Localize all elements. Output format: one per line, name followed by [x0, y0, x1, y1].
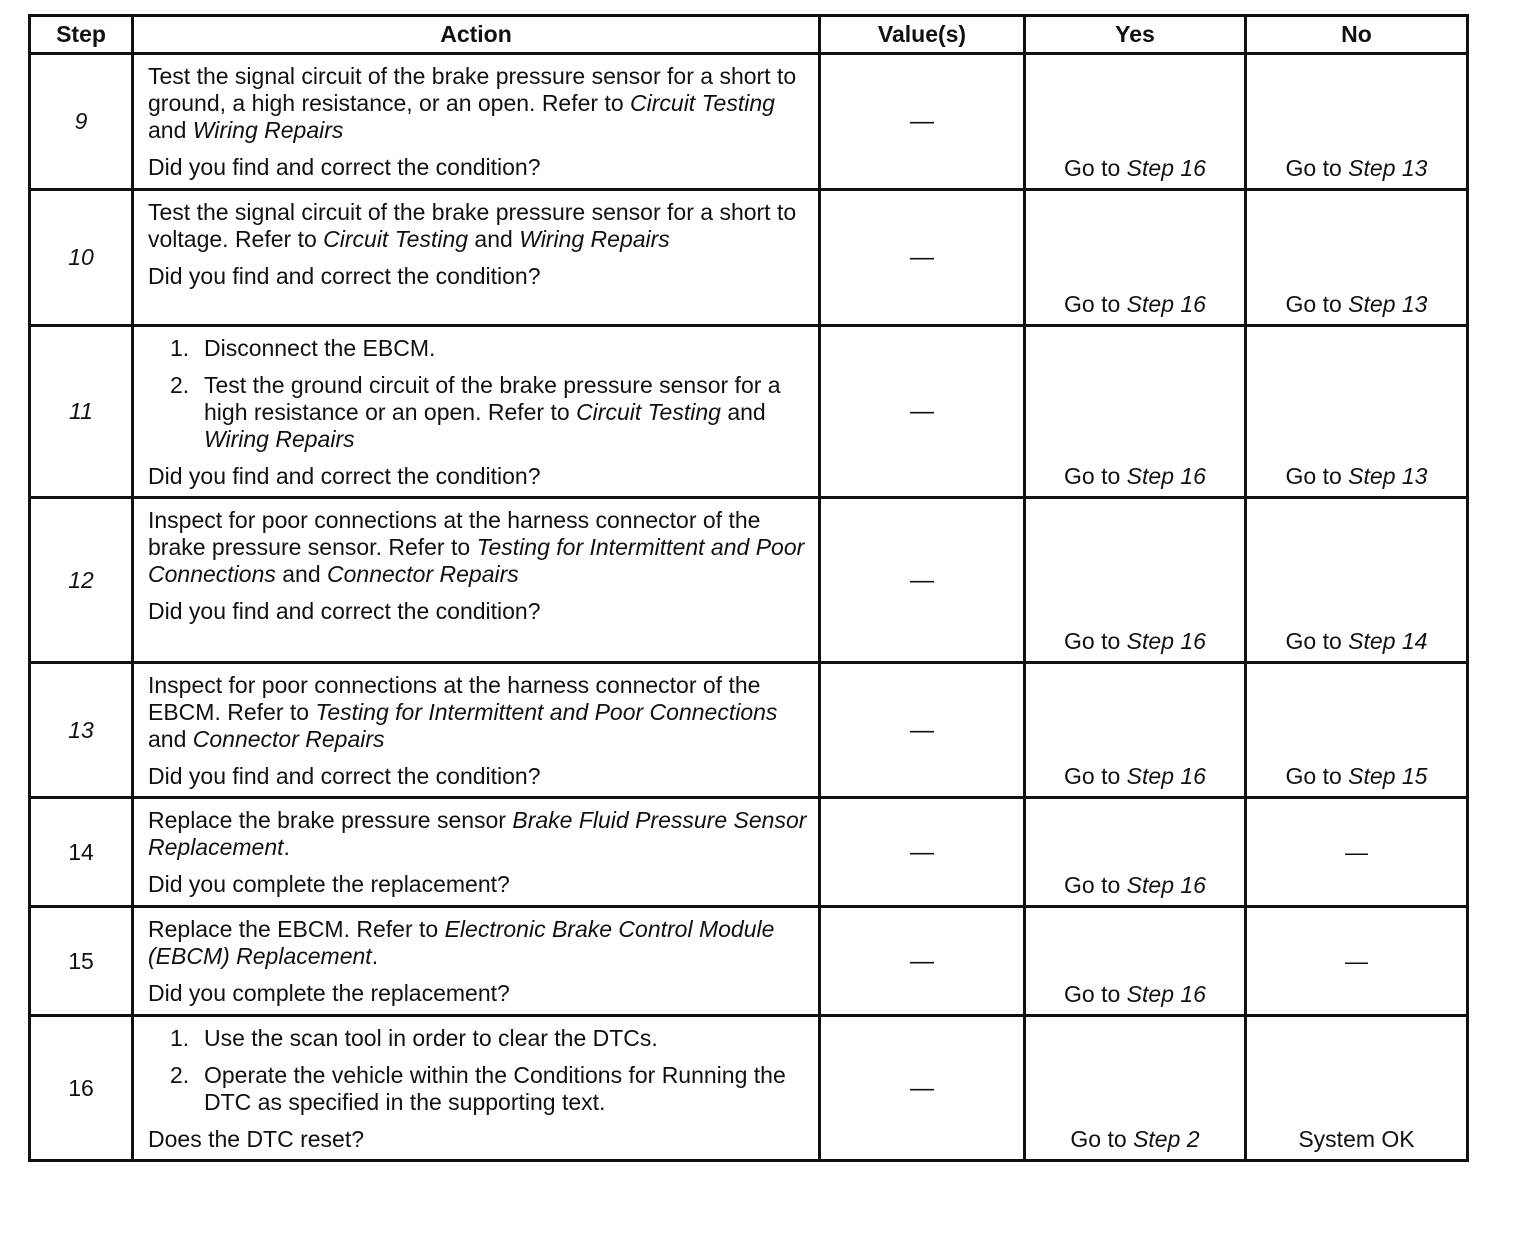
action-question: Did you complete the replacement?: [148, 871, 510, 897]
action-instruction: [148, 63, 808, 144]
no-step-link: Step 13: [1348, 463, 1428, 489]
value-cell: —: [820, 663, 1025, 798]
value-cell: —: [820, 907, 1025, 1016]
action-cell: [133, 907, 820, 1016]
diagnostic-table: [28, 14, 1469, 1162]
action-cell: [133, 663, 820, 798]
yes-step-link: Step 16: [1126, 291, 1206, 317]
action-text: and: [275, 561, 328, 587]
action-content: [134, 191, 818, 324]
action-reference: Circuit Testing: [576, 399, 721, 425]
list-number: 2.: [170, 372, 190, 398]
action-reference: Testing for Intermittent and Poor Connections: [315, 699, 778, 725]
action-question: Did you find and correct the condition?: [148, 598, 541, 624]
action-reference: Connector Repairs: [327, 561, 519, 587]
table-row: [30, 498, 1468, 663]
action-question: Did you find and correct the condition?: [148, 763, 541, 789]
no-goto-prefix: Go to: [1285, 763, 1349, 789]
action-text: Test the signal circuit of the brake pressure sensor for a short to voltage. Refer to: [148, 199, 797, 252]
action-text: Inspect for poor connections at the harness connector of the EBCM. Refer to: [148, 672, 761, 725]
action-text: and: [720, 399, 766, 425]
action-reference: Testing for Intermittent and Poor Connections: [148, 534, 805, 587]
action-reference: Brake Fluid Pressure Sensor Replacement: [148, 807, 807, 860]
step-number: 11: [30, 326, 133, 498]
value-cell: —: [820, 498, 1025, 663]
yes-cell: [1025, 907, 1246, 1016]
yes-step-link: Step 16: [1126, 628, 1206, 654]
step-number: 14: [30, 798, 133, 907]
yes-goto-prefix: Go to: [1064, 155, 1127, 181]
action-list-item: [148, 1062, 808, 1116]
yes-goto-prefix: Go to: [1064, 291, 1127, 317]
action-instruction: [148, 507, 808, 588]
table-row: [30, 326, 1468, 498]
yes-cell: [1025, 1016, 1246, 1161]
no-step-link: Step 15: [1348, 763, 1428, 789]
action-question: Did you complete the replacement?: [148, 980, 510, 1006]
list-number: 1.: [170, 1025, 190, 1051]
no-goto-prefix: Go to: [1285, 463, 1349, 489]
no-cell: [1246, 663, 1468, 798]
yes-goto-prefix: Go to: [1064, 628, 1127, 654]
action-text: and: [148, 117, 193, 143]
list-number: 2.: [170, 1062, 190, 1088]
no-step-link: Step 14: [1348, 628, 1428, 654]
action-cell: [133, 798, 820, 907]
action-reference: Circuit Testing: [323, 226, 469, 252]
yes-step-link: Step 16: [1126, 981, 1206, 1007]
table-row: [30, 798, 1468, 907]
header-row: [30, 16, 1468, 54]
action-cell: [133, 498, 820, 663]
action-text: .: [283, 834, 290, 860]
no-cell: [1246, 326, 1468, 498]
action-question: Did you find and correct the condition?: [148, 154, 541, 180]
action-list-item: [148, 1025, 808, 1052]
table-row: [30, 190, 1468, 326]
action-question: Did you find and correct the condition?: [148, 263, 541, 289]
action-text: Test the signal circuit of the brake pressure sensor for a short to ground, a high resistance, or an open. Refer to: [148, 63, 797, 116]
action-reference: Wiring Repairs: [192, 117, 344, 143]
action-cell: [133, 190, 820, 326]
table-row: [30, 663, 1468, 798]
no-step-link: Step 13: [1348, 291, 1428, 317]
action-reference: Wiring Repairs: [519, 226, 670, 252]
value-cell: —: [820, 798, 1025, 907]
no-cell: [1246, 54, 1468, 190]
action-text: Inspect for poor connections at the harness connector of the brake pressure sensor. Refer to: [148, 507, 761, 560]
no-cell: [1246, 798, 1468, 907]
yes-step-link: Step 16: [1126, 872, 1206, 898]
action-text: Use the scan tool in order to clear the DTCs.: [204, 1025, 658, 1051]
action-text: Operate the vehicle within the Conditions for Running the DTC as specified in the supporting text.: [204, 1062, 786, 1115]
value-cell: —: [820, 326, 1025, 498]
action-content: [134, 55, 818, 188]
yes-goto-prefix: Go to: [1064, 763, 1127, 789]
yes-cell: [1025, 498, 1246, 663]
header-step: Step: [30, 16, 133, 54]
step-number: 12: [30, 498, 133, 663]
no-cell: [1246, 190, 1468, 326]
action-content: [134, 664, 818, 796]
action-cell: [133, 1016, 820, 1161]
action-text: Replace the EBCM. Refer to: [148, 916, 445, 942]
diagnostic-table-container: [28, 14, 1466, 1162]
no-goto-prefix: Go to: [1285, 155, 1349, 181]
action-cell: [133, 326, 820, 498]
yes-step-link: Step 16: [1126, 155, 1206, 181]
yes-cell: [1025, 190, 1246, 326]
action-reference: Wiring Repairs: [204, 426, 355, 452]
no-step-link: Step 13: [1348, 155, 1428, 181]
no-cell: [1246, 498, 1468, 663]
step-number: 13: [30, 663, 133, 798]
action-content: [134, 799, 818, 905]
no-goto-prefix: Go to: [1285, 628, 1349, 654]
yes-cell: [1025, 326, 1246, 498]
no-goto-prefix: Go to: [1285, 291, 1349, 317]
action-instruction: [148, 672, 808, 753]
action-text: Disconnect the EBCM.: [204, 335, 436, 361]
yes-step-link: Step 16: [1126, 463, 1206, 489]
yes-step-link: Step 16: [1126, 763, 1206, 789]
action-text: .: [371, 943, 379, 969]
action-text: and: [148, 726, 193, 752]
yes-goto-prefix: Go to: [1070, 1126, 1134, 1152]
action-cell: [133, 54, 820, 190]
action-instruction: [148, 199, 808, 253]
yes-step-link: Step 2: [1133, 1126, 1200, 1152]
yes-goto-prefix: Go to: [1064, 981, 1127, 1007]
action-list-item: [148, 335, 808, 362]
no-result: System OK: [1298, 1126, 1415, 1152]
action-instruction: [148, 916, 808, 970]
action-steps-list: [148, 335, 808, 453]
action-content: [134, 499, 818, 661]
step-number: 10: [30, 190, 133, 326]
value-cell: —: [820, 190, 1025, 326]
action-reference: Connector Repairs: [192, 726, 385, 752]
header-action: Action: [133, 16, 820, 54]
table-row: [30, 54, 1468, 190]
step-number: 15: [30, 907, 133, 1016]
yes-cell: [1025, 663, 1246, 798]
step-number: 16: [30, 1016, 133, 1161]
action-list-item: [148, 372, 808, 453]
table-row: [30, 907, 1468, 1016]
action-content: [134, 1017, 818, 1159]
value-cell: —: [820, 54, 1025, 190]
action-steps-list: [148, 1025, 808, 1116]
no-cell: [1246, 907, 1468, 1016]
list-number: 1.: [170, 335, 190, 361]
action-content: [134, 327, 818, 496]
no-result: —: [1345, 947, 1368, 974]
yes-cell: [1025, 54, 1246, 190]
header-no: No: [1246, 16, 1468, 54]
action-text: Replace the brake pressure sensor: [148, 807, 513, 833]
table-row: [30, 1016, 1468, 1161]
yes-goto-prefix: Go to: [1064, 872, 1127, 898]
action-question: Did you find and correct the condition?: [148, 463, 541, 489]
value-cell: —: [820, 1016, 1025, 1161]
action-text: and: [468, 226, 520, 252]
no-result: —: [1345, 838, 1368, 865]
action-content: [134, 908, 818, 1014]
action-text: Test the ground circuit of the brake pressure sensor for a high resistance or an open. Refer to: [204, 372, 781, 425]
header-yes: Yes: [1025, 16, 1246, 54]
yes-cell: [1025, 798, 1246, 907]
step-number: 9: [30, 54, 133, 190]
action-reference: Circuit Testing: [630, 90, 775, 116]
table-body: [30, 54, 1468, 1161]
action-reference: Electronic Brake Control Module (EBCM) Replacement: [148, 916, 775, 969]
yes-goto-prefix: Go to: [1064, 463, 1127, 489]
no-cell: [1246, 1016, 1468, 1161]
action-instruction: [148, 807, 808, 861]
header-values: Value(s): [820, 16, 1025, 54]
action-question: Does the DTC reset?: [148, 1126, 365, 1152]
